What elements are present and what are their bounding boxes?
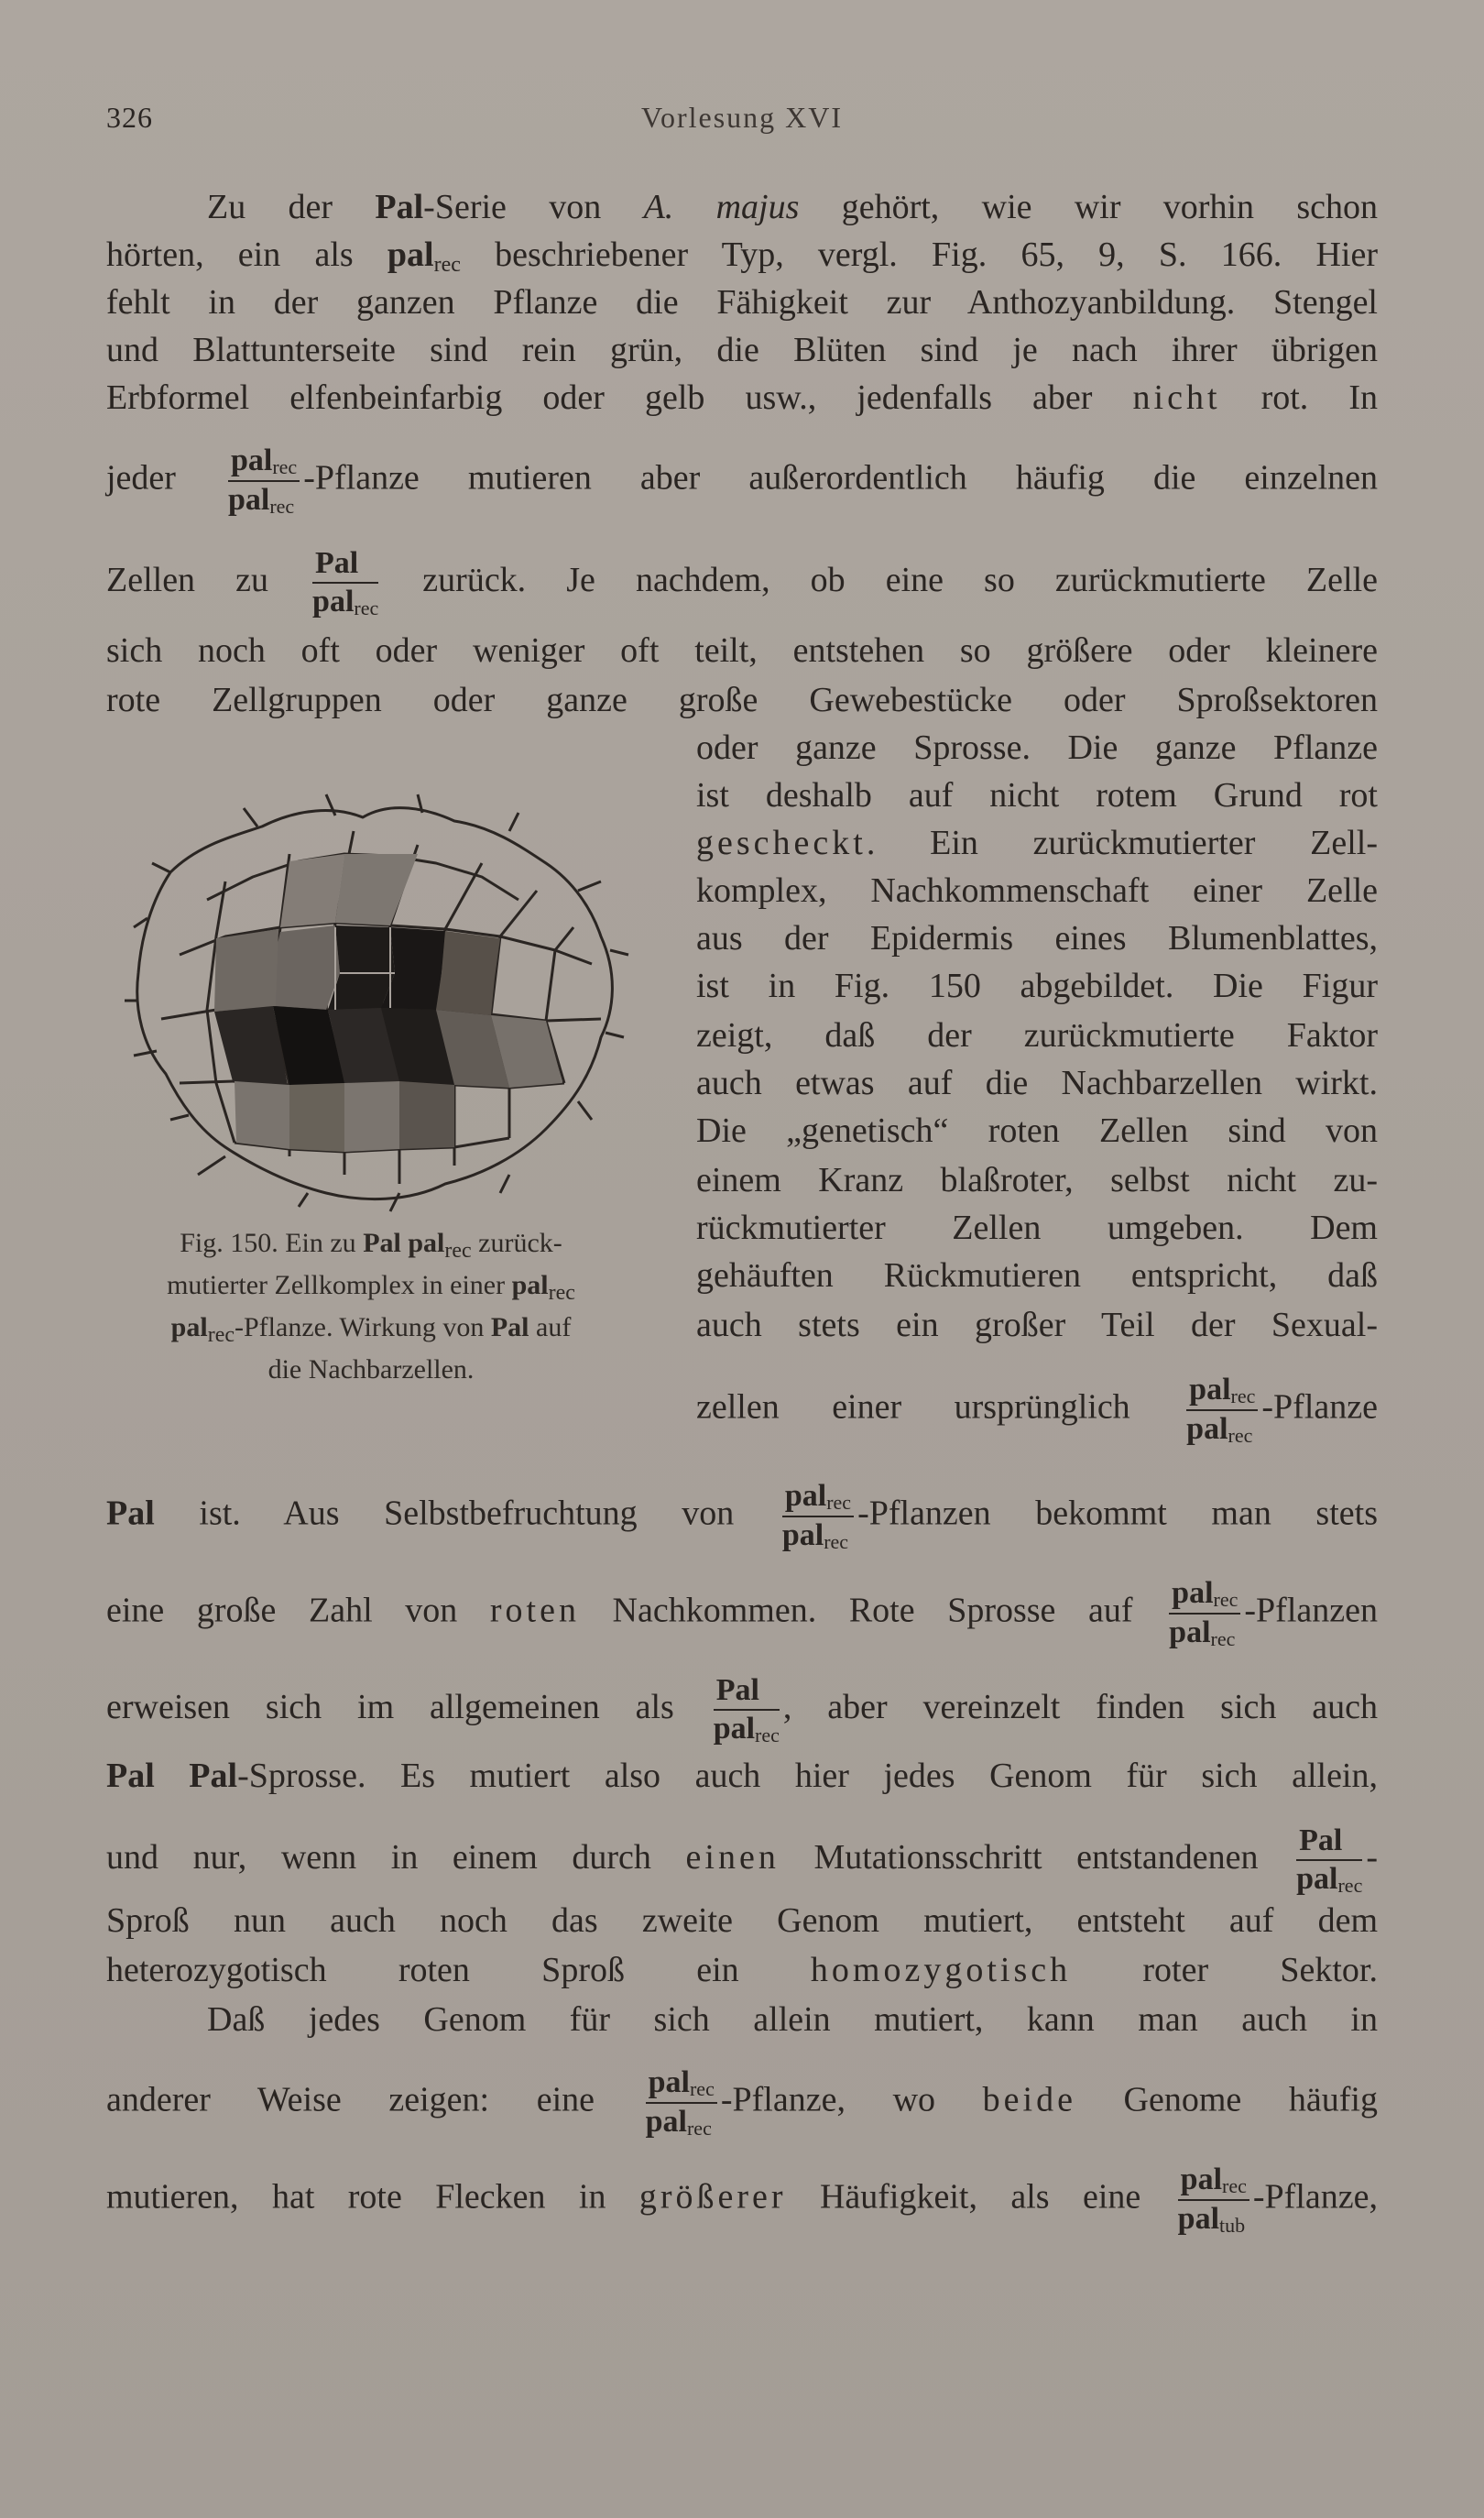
- fraction: $\frac{\text{Pal}}{\text{palrec}}$: [312, 546, 379, 619]
- text-line: hörten, ein als pal$_{rec}$ beschriebener Typ, vergl. Fig. 65, 9, S. 166. Hier: [106, 235, 1378, 277]
- fraction: $\frac{\text{palrec}}{\text{palrec}}$: [646, 2067, 717, 2139]
- text-line: rückmutierter Zellen umgeben. Dem: [696, 1209, 1378, 1247]
- figure-150: [115, 790, 638, 1213]
- cell-complex-illustration: [115, 790, 638, 1213]
- text-line: oder ganze Sprosse. Die ganze Pflanze: [696, 728, 1378, 767]
- text-line: eine große Zahl von roten Nachkommen. Rote Sprosse auf $\frac{\text{palrec}}{\text{palrec}}$ -Pflanzen: [106, 1576, 1378, 1650]
- figure-caption: Fig. 150. Ein zu Pal pal$_{rec}$ zurück- mutierter Zellkomplex in einer pal$_{rec}$ pal$_{rec}$-Pflanze. Wirkung von Pal auf die Nachbarzellen.: [167, 1228, 575, 1385]
- text-line: Zu der Pal-Serie von A. majus gehört, wie wir vorhin schon: [207, 188, 1378, 226]
- fraction: $\frac{\text{Pal}}{\text{palrec}}$: [1296, 1823, 1363, 1897]
- text-line: Erbformel elfenbeinfarbig oder gelb usw., jedenfalls aber nicht rot. In: [106, 378, 1378, 417]
- fraction: $\frac{\text{palrec}}{\text{palrec}}$: [782, 1481, 854, 1552]
- text-line: erweisen sich im allgemeinen als $\frac{\text{Pal}}{\text{palrec}}$ , aber vereinzelt finden sich auch: [106, 1673, 1379, 1746]
- page-number: 326: [106, 101, 153, 134]
- fraction: $\frac{\text{palrec}}{\text{palrec}}$: [228, 445, 300, 517]
- text-line: auch stets ein großer Teil der Sexual-: [696, 1306, 1378, 1344]
- running-title: Vorlesung XVI: [640, 101, 844, 134]
- text-line: einem Kranz blaßroter, selbst nicht zu-: [696, 1161, 1378, 1199]
- text-line: gehäuften Rückmutieren entspricht, daß: [696, 1256, 1378, 1295]
- text-line: ist in Fig. 150 abgebildet. Die Figur: [696, 967, 1378, 1005]
- text-line: heterozygotisch roten Sproß ein homozygotisch roter Sektor.: [106, 1951, 1378, 1989]
- text-line: anderer Weise zeigen: eine $\frac{\text{palrec}}{\text{palrec}}$ -Pflanze, wo beide Genome häufig: [106, 2065, 1378, 2140]
- text-line: Sproß nun auch noch das zweite Genom mutiert, entsteht auf dem: [106, 1901, 1378, 1940]
- text-line: gescheckt. Ein zurückmutierter Zell-: [696, 824, 1378, 862]
- fraction: $\frac{\text{Pal}}{\text{palrec}}$: [713, 1673, 780, 1746]
- text-line: mutieren, hat rote Flecken in größerer Häufigkeit, als eine $\frac{\text{palrec}}{\text{paltub}}$ -Pflanze,: [106, 2162, 1378, 2237]
- text-line: ist deshalb auf nicht rotem Grund rot: [696, 776, 1378, 815]
- fraction: $\frac{\text{palrec}}{\text{palrec}}$: [1186, 1374, 1258, 1446]
- text-line: rote Zellgruppen oder ganze große Gewebestücke oder Sproßsektoren: [106, 681, 1378, 719]
- text-line: auch etwas auf die Nachbarzellen wirkt.: [696, 1064, 1378, 1102]
- text-line: aus der Epidermis eines Blumenblattes,: [696, 919, 1378, 958]
- fraction: $\frac{\text{palrec}}{\text{paltub}}$: [1178, 2164, 1249, 2236]
- text-line: zellen einer ursprünglich $\frac{\text{palrec}}{\text{palrec}}$ -Pflanze: [696, 1373, 1378, 1447]
- text-line: und nur, wenn in einem durch einen Mutationsschritt entstandenen $\frac{\text{Pal}}{\text{palrec}}$ -: [106, 1823, 1378, 1897]
- text-line: und Blattunterseite sind rein grün, die Blüten sind je nach ihrer übrigen: [106, 331, 1378, 369]
- running-header: [106, 101, 1378, 141]
- text-line: komplex, Nachkommenschaft einer Zelle: [696, 871, 1378, 910]
- fraction: $\frac{\text{palrec}}{\text{palrec}}$: [1169, 1578, 1240, 1649]
- text-line: Pal Pal-Sprosse. Es mutiert also auch hier jedes Genom für sich allein,: [106, 1757, 1378, 1795]
- text-line: Zellen zu $\frac{\text{Pal}}{\text{palrec}}$ zurück. Je nachdem, ob eine so zurückmutierte Zelle: [106, 546, 1378, 619]
- text-line: jeder $\frac{\text{palrec}}{\text{palrec}}$ -Pflanze mutieren aber außerordentlich häufig die einzelnen: [106, 443, 1378, 518]
- text-line: fehlt in der ganzen Pflanze die Fähigkeit zur Anthozyanbildung. Stengel: [106, 283, 1378, 322]
- text-line: Die „genetisch“ roten Zellen sind von: [696, 1111, 1378, 1150]
- text-line: zeigt, daß der zurückmutierte Faktor: [696, 1016, 1378, 1055]
- text-line: Pal ist. Aus Selbstbefruchtung von $\frac{\text{palrec}}{\text{palrec}}$ -Pflanzen bekommt man stets: [106, 1479, 1378, 1553]
- text-line: sich noch oft oder weniger oft teilt, entstehen so größere oder kleinere: [106, 631, 1378, 670]
- text-line: Daß jedes Genom für sich allein mutiert, kann man auch in: [207, 2000, 1378, 2039]
